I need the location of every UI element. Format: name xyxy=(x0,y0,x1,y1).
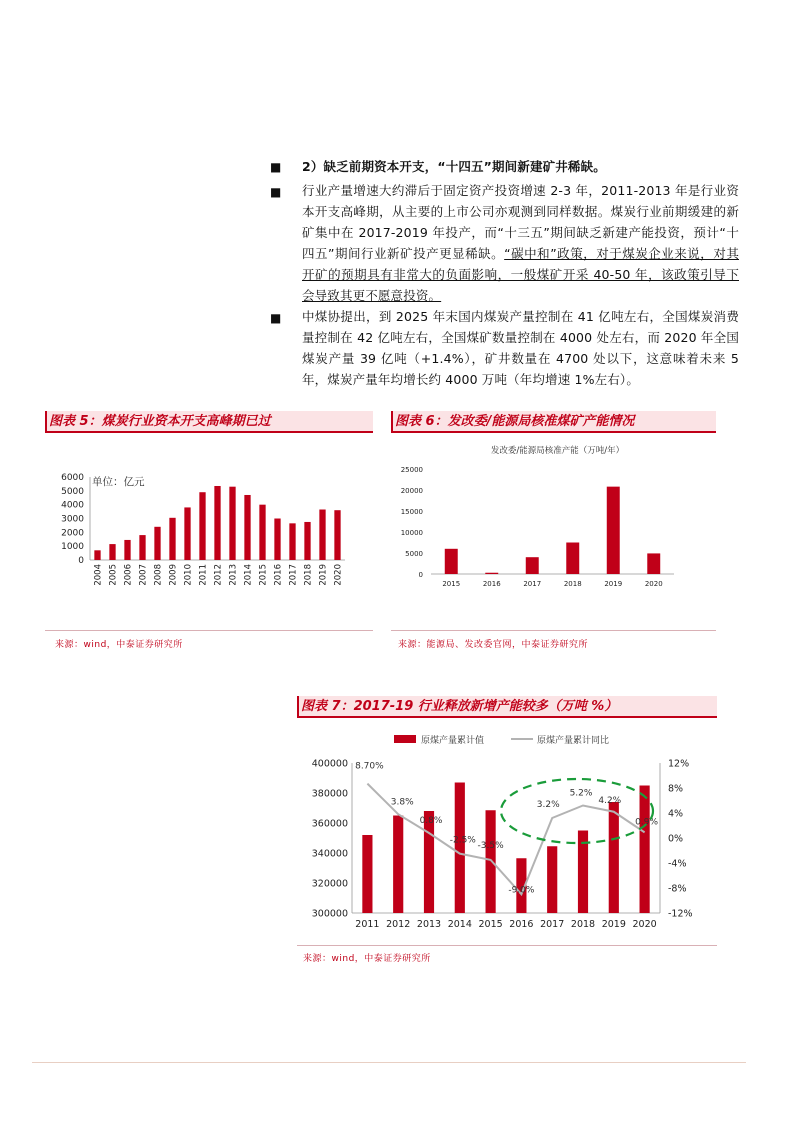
y-right-tick-label: 0% xyxy=(668,833,684,845)
y-tick-label: 6000 xyxy=(61,473,84,483)
bar xyxy=(169,518,175,560)
bar xyxy=(445,549,458,574)
point-label: -2.5% xyxy=(449,835,476,846)
x-tick-label: 2010 xyxy=(183,564,194,586)
bar xyxy=(566,543,579,575)
legend-line-label: 原煤产量累计同比 xyxy=(537,736,610,746)
y-left-tick-label: 320000 xyxy=(311,878,348,890)
bar xyxy=(274,519,280,561)
y-left-tick-label: 380000 xyxy=(311,788,348,800)
bar xyxy=(424,811,434,913)
bar xyxy=(319,510,325,560)
bar xyxy=(486,810,496,913)
footer-rule xyxy=(32,1062,746,1063)
bar xyxy=(229,487,235,560)
x-tick-label: 2005 xyxy=(108,564,119,586)
bar xyxy=(139,535,145,560)
bar xyxy=(640,786,650,914)
y-tick-label: 1000 xyxy=(61,542,84,553)
figure-7-chart xyxy=(297,725,717,935)
point-label: 0.8% xyxy=(419,816,443,826)
y-left-tick-label: 400000 xyxy=(311,758,348,770)
y-tick-label: 3000 xyxy=(61,514,84,525)
y-tick-label: 2000 xyxy=(61,528,84,539)
x-tick-label: 2012 xyxy=(213,564,224,586)
bullet-paragraph-2 xyxy=(302,180,739,306)
point-label: 3.8% xyxy=(390,797,414,808)
x-tick-label: 2013 xyxy=(228,564,239,586)
bullet-marker: ■ xyxy=(270,311,282,325)
point-label: 3.2% xyxy=(536,800,560,810)
y-right-tick-label: -12% xyxy=(668,908,693,920)
bar xyxy=(259,505,265,560)
point-label: 5.2% xyxy=(569,788,593,799)
y-left-tick-label: 300000 xyxy=(311,908,348,920)
x-tick-label: 2009 xyxy=(168,564,179,586)
y-right-tick-label: 12% xyxy=(668,758,690,770)
x-tick-label: 2016 xyxy=(273,564,284,586)
point-label: -3.5% xyxy=(477,840,504,851)
y-tick-label: 20000 xyxy=(400,487,423,495)
x-tick-label: 2008 xyxy=(153,564,164,586)
y-tick-label: 10000 xyxy=(400,529,423,537)
bullet-heading-1: 2）缺乏前期资本开支，“十四五”期间新建矿井稀缺。 xyxy=(302,159,606,174)
x-tick-label: 2020 xyxy=(333,564,344,586)
bar xyxy=(526,557,539,574)
bar xyxy=(393,816,403,914)
x-tick-label: 2014 xyxy=(447,919,472,930)
figure-6-source: 来源：能源局、发改委官网，中泰证券研究所 xyxy=(398,640,589,650)
x-tick-label: 2014 xyxy=(243,564,254,586)
x-tick-label: 2017 xyxy=(523,580,542,588)
y-tick-label: 15000 xyxy=(400,508,423,516)
x-tick-label: 2016 xyxy=(482,580,501,588)
chart-title: 发改委/能源局核准产能（万吨/年） xyxy=(490,446,625,456)
bar xyxy=(304,522,310,560)
y-right-tick-label: 4% xyxy=(668,808,684,820)
y-left-tick-label: 340000 xyxy=(311,848,348,860)
figure-7-title: 图表 7：2017-19 行业释放新增产能较多（万吨 %） xyxy=(297,696,717,718)
bar xyxy=(199,492,205,560)
bar xyxy=(485,573,498,574)
bar xyxy=(455,783,465,914)
y-tick-label: 25000 xyxy=(400,466,423,474)
bar xyxy=(184,507,190,560)
x-tick-label: 2019 xyxy=(604,580,623,588)
paragraph-text: 行业产量增速大约滞后于固定资产投资增速 2-3 年，2011-2013 年是行业资本开支高峰期，从主要的上市公司亦观测到同样数据。煤炭行业前期缓建的新矿集中在 2017-2019 年投产，而“十三五”期间缺乏新建产能投资，预计“十四五”期间行业新矿投产更显稀缺。 xyxy=(302,183,739,261)
bullet-marker: ■ xyxy=(270,185,282,199)
x-tick-label: 2018 xyxy=(570,919,596,930)
bar xyxy=(94,550,100,560)
unit-label: 单位：亿元 xyxy=(92,476,145,488)
bar xyxy=(109,544,115,560)
x-tick-label: 2015 xyxy=(258,564,269,586)
x-tick-label: 2017 xyxy=(540,919,565,930)
bar xyxy=(547,846,557,913)
paragraph-underlined-text: “碳中和”政策，对于煤炭企业来说，对其开矿的预期具有非常大的负面影响，一般煤矿开采 40-50 年，该政策引导下会导致其更不愿意投资。 xyxy=(302,246,739,303)
bullet-paragraph-3: 中煤协提出，到 2025 年末国内煤炭产量控制在 41 亿吨左右，全国煤炭消费量控制在 42 亿吨左右，全国煤矿数量控制在 4000 处左右，而 2020 年全国煤炭产量 39 亿吨（+1.4%），矿井数量在 4700 处以下，这意味着未来 5 年，煤炭产量年均增长约 4000 万吨（年均增速 1%左右）。 xyxy=(302,309,739,387)
point-label: 4.2% xyxy=(598,795,622,806)
bullet-marker: ■ xyxy=(270,160,282,174)
figure-7-rule xyxy=(297,945,717,946)
x-tick-label: 2004 xyxy=(93,564,104,586)
x-tick-label: 2017 xyxy=(288,564,299,586)
x-tick-label: 2006 xyxy=(123,564,134,586)
y-right-tick-label: -8% xyxy=(668,883,687,895)
y-right-tick-label: -4% xyxy=(668,858,687,870)
y-right-tick-label: 8% xyxy=(668,783,684,795)
bar xyxy=(609,802,619,913)
x-tick-label: 2015 xyxy=(478,919,503,930)
bar xyxy=(154,527,160,560)
bar xyxy=(244,495,250,560)
x-tick-label: 2019 xyxy=(318,564,329,586)
bar xyxy=(124,540,130,560)
figure-6-rule xyxy=(391,630,716,631)
x-tick-label: 2016 xyxy=(509,919,534,930)
x-tick-label: 2018 xyxy=(563,580,582,588)
y-tick-label: 5000 xyxy=(405,550,423,558)
point-label: 8.70% xyxy=(355,761,384,772)
figure-6-title: 图表 6：发改委/能源局核准煤矿产能情况 xyxy=(391,411,716,433)
x-tick-label: 2018 xyxy=(303,564,314,586)
bar xyxy=(289,523,295,560)
x-tick-label: 2020 xyxy=(632,919,657,930)
x-tick-label: 2007 xyxy=(138,564,149,586)
y-left-tick-label: 360000 xyxy=(311,818,348,830)
x-tick-label: 2011 xyxy=(355,919,380,930)
point-label: 0.9% xyxy=(635,817,659,828)
x-tick-label: 2013 xyxy=(416,919,442,930)
bar xyxy=(214,486,220,560)
figure-7-source: 来源：wind，中泰证券研究所 xyxy=(303,954,431,964)
x-tick-label: 2015 xyxy=(442,580,461,588)
y-tick-label: 5000 xyxy=(61,486,84,497)
bar xyxy=(647,553,660,574)
bar xyxy=(334,510,340,560)
x-tick-label: 2020 xyxy=(644,580,663,588)
point-label: -9.0% xyxy=(508,885,535,896)
y-tick-label: 4000 xyxy=(61,500,84,511)
legend-bar-label: 原煤产量累计值 xyxy=(421,736,485,746)
figure-5-rule xyxy=(45,630,373,631)
x-tick-label: 2019 xyxy=(601,919,626,930)
bar xyxy=(362,835,372,913)
y-tick-label: 0 xyxy=(78,556,84,566)
figure-6-chart xyxy=(391,440,716,600)
bar xyxy=(607,487,620,574)
y-tick-label: 0 xyxy=(418,571,423,579)
figure-5-source: 来源：wind，中泰证券研究所 xyxy=(55,640,183,650)
figure-5-title: 图表 5：煤炭行业资本开支高峰期已过 xyxy=(45,411,373,433)
legend-bar-swatch xyxy=(394,735,416,743)
x-tick-label: 2011 xyxy=(198,564,209,586)
figure-5-chart xyxy=(45,440,375,625)
x-tick-label: 2012 xyxy=(386,919,411,930)
